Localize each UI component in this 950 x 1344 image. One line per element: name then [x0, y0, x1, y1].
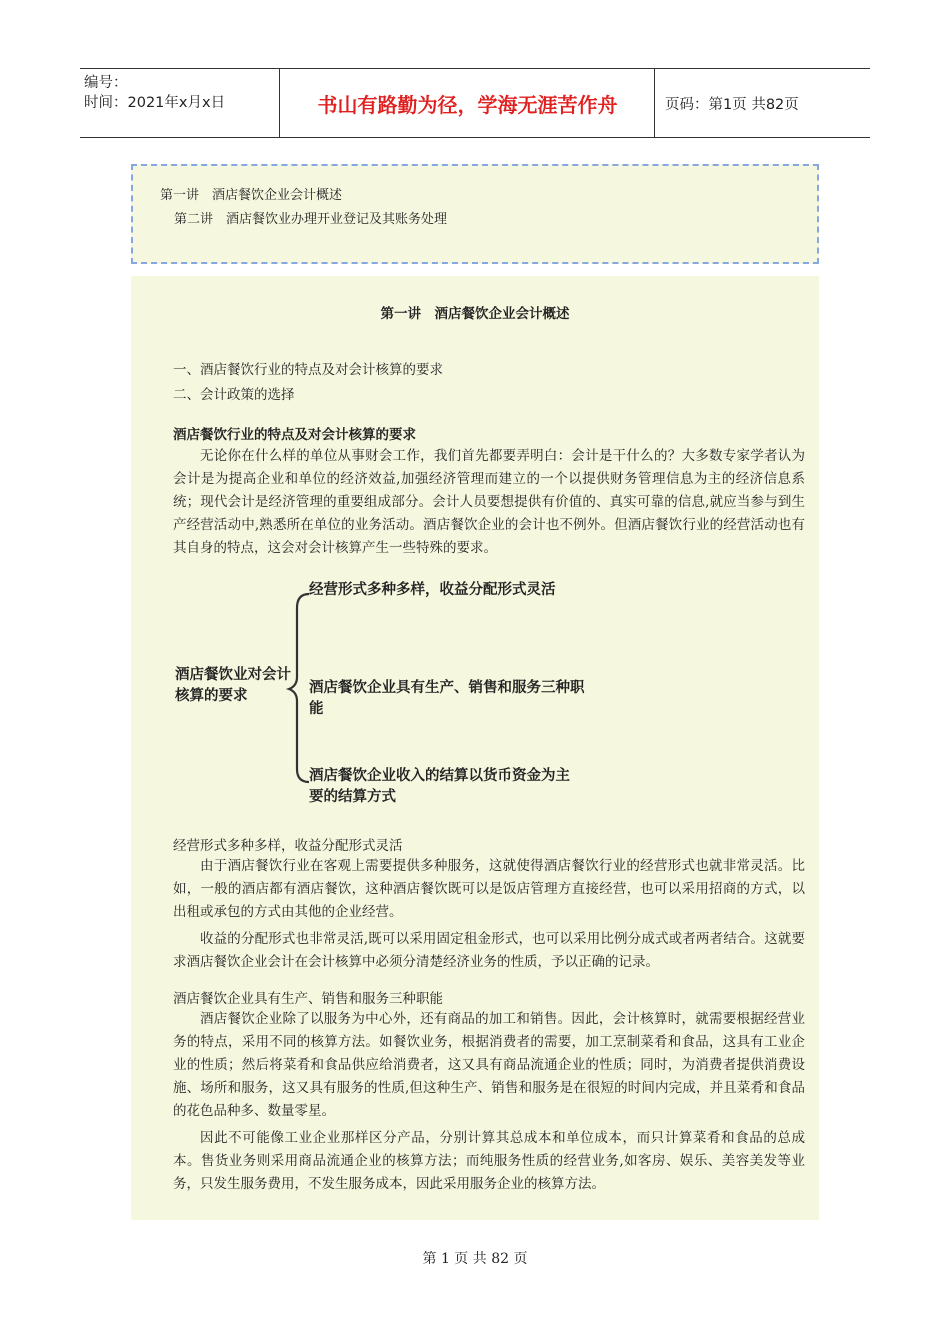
page-footer: 第 1 页 共 82 页 [422, 1251, 528, 1267]
time-label: 时间：2021年x月x日 [84, 95, 226, 111]
body-text-2: 由于酒店餐饮行业在客观上需要提供多种服务，这就使得酒店餐饮行业的经营形式也就非常灵活。比如，一般的酒店都有酒店餐饮，这种酒店餐饮既可以是饭店管理方直接经营，也可以采用招商的方式，以出租或承包的方式由其他的企业经营。 [173, 858, 805, 920]
section-heading: 酒店餐饮行业的特点及对会计核算的要求 [173, 427, 416, 443]
body-paragraph-4 [173, 1008, 805, 1123]
toc-item-1[interactable]: 第一讲 酒店餐饮企业会计概述 [160, 188, 343, 203]
requirements-diagram [131, 573, 819, 817]
outline-item-2: 二、会计政策的选择 [173, 387, 295, 403]
subheading-1: 经营形式多种多样，收益分配形式灵活 [173, 838, 403, 854]
body-paragraph-2 [173, 855, 805, 924]
intro-paragraph [173, 445, 805, 560]
header-page-info: 页码：第1页 共82页 [665, 96, 799, 113]
diagram-root: 酒店餐饮业对会计核算的要求 [175, 667, 291, 704]
body-text-3: 收益的分配形式也非常灵活,既可以采用固定租金形式，也可以采用比例分成式或者两者结合。这就要求酒店餐饮企业会计在会计核算中必须分清楚经济业务的性质，予以正确的记录。 [173, 931, 805, 970]
body-text-4: 酒店餐饮企业除了以服务为中心外，还有商品的加工和销售。因此，会计核算时，就需要根据经营业务的特点，采用不同的核算方法。如餐饮业务，根据消费者的需要，加工烹制菜肴和食品，这具有工业企业的性质；然后将菜肴和食品供应给消费者，这又具有商品流通企业的性质；同时，为消费者提供消费设施、场所和服务，这又具有服务的性质,但这种生产、销售和服务是在很短的时间内完成，并且菜肴和食品的花色品种多、数量零星。 [173, 1011, 805, 1119]
table-of-contents [131, 164, 819, 264]
body-text-5: 因此不可能像工业企业那样区分产品，分别计算其总成本和单位成本，而只计算菜肴和食品的总成本。售货业务则采用商品流通企业的核算方法；而纯服务性质的经营业务,如客房、娱乐、美容美发等业务，只发生服务费用，不发生服务成本，因此采用服务企业的核算方法。 [173, 1130, 805, 1192]
body-paragraph-5 [173, 1127, 805, 1196]
diagram-branch-1: 经营形式多种多样，收益分配形式灵活 [309, 582, 556, 598]
body-paragraph-3 [173, 928, 805, 974]
content-panel [131, 276, 819, 1220]
diagram-branch-2: 酒店餐饮企业具有生产、销售和服务三种职能 [309, 680, 585, 717]
outline-item-1: 一、酒店餐饮行业的特点及对会计核算的要求 [173, 362, 443, 378]
toc-item-2[interactable]: 第二讲 酒店餐饮业办理开业登记及其账务处理 [174, 212, 448, 227]
header-motto: 书山有路勤为径，学海无涯苦作舟 [281, 69, 655, 137]
diagram-branch-3: 酒店餐饮企业收入的结算以货币资金为主要的结算方式 [309, 768, 570, 805]
section-title: 第一讲 酒店餐饮企业会计概述 [380, 306, 570, 322]
page-header [80, 68, 870, 138]
header-meta [80, 69, 280, 137]
intro-text: 无论你在什么样的单位从事财会工作，我们首先都要弄明白：会计是干什么的？大多数专家学者认为会计是为提高企业和单位的经济效益,加强经济管理而建立的一个以提供财务管理信息为主的经济信息系统；现代会计是经济管理的重要组成部分。会计人员要想提供有价值的、真实可靠的信息,就应当参与到生产经营活动中,熟悉所在单位的业务活动。酒店餐饮企业的会计也不例外。但酒店餐饮行业的经营活动也有其自身的特点，这会对会计核算产生一些特殊的要求。 [173, 448, 805, 556]
subheading-2: 酒店餐饮企业具有生产、销售和服务三种职能 [173, 991, 443, 1007]
number-label: 编号： [84, 75, 128, 91]
